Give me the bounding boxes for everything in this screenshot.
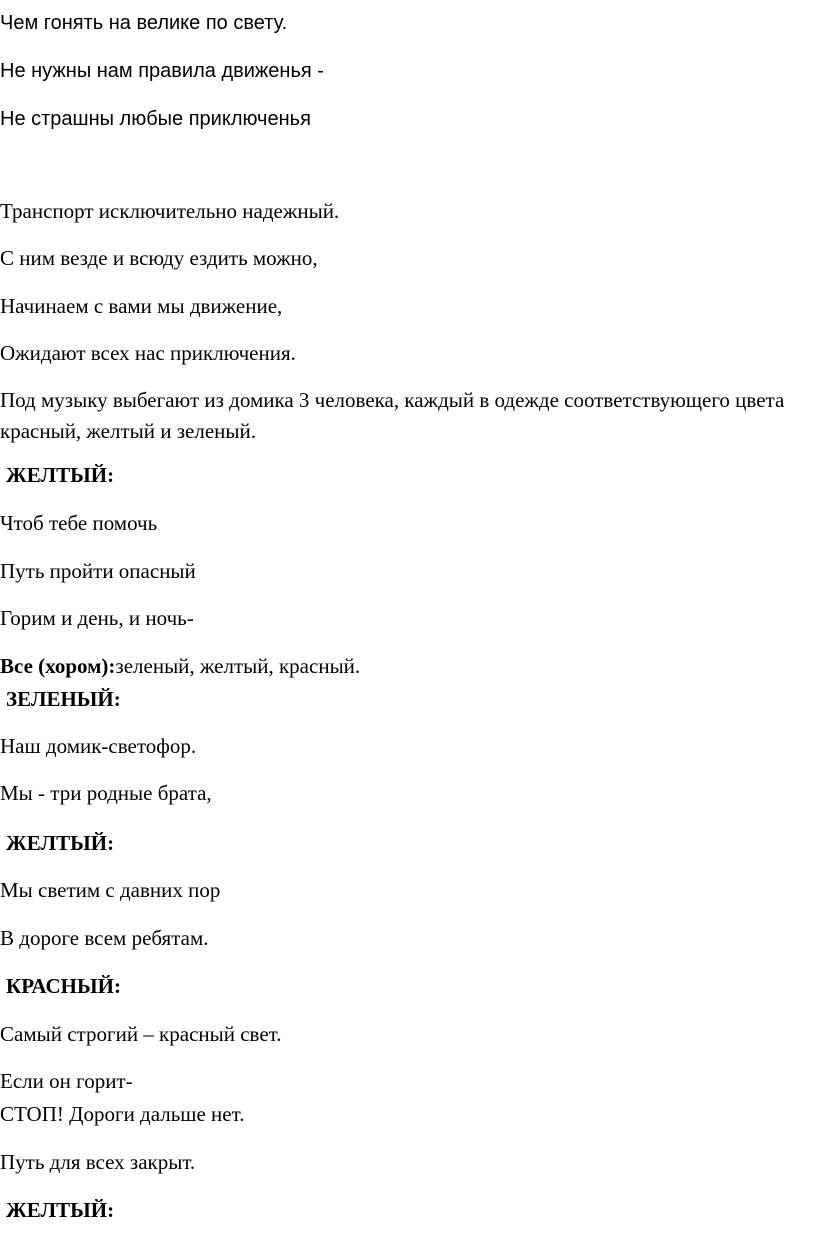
poem-line: СТОП! Дороги дальше нет. bbox=[0, 1102, 245, 1126]
poem-line: Если он горит- bbox=[0, 1069, 133, 1093]
role-heading-yellow: ЖЕЛТЫЙ: bbox=[6, 463, 115, 487]
role-heading-yellow: ЖЕЛТЫЙ: bbox=[6, 831, 115, 855]
poem-line: Путь пройти опасный bbox=[0, 559, 196, 583]
poem-line: Самый строгий – красный свет. bbox=[0, 1022, 282, 1046]
poem-line: Начинаем с вами мы движение, bbox=[0, 294, 283, 318]
poem-line: В дороге всем ребятам. bbox=[0, 926, 209, 950]
stage-direction: Под музыку выбегают из домика 3 человека, каждый в одежде соответствующего цвета красный, желтый и зеленый. bbox=[0, 388, 785, 443]
role-heading-yellow: ЖЕЛТЫЙ: bbox=[6, 1198, 115, 1222]
role-heading-green: ЗЕЛЕНЫЙ: bbox=[6, 687, 121, 711]
poem-line: Мы светим с давних пор bbox=[0, 878, 221, 902]
role-heading-red: КРАСНЫЙ: bbox=[6, 974, 121, 998]
poem-line: Ожидают всех нас приключения. bbox=[0, 341, 296, 365]
poem-line: Горим и день, и ночь- bbox=[0, 606, 194, 630]
poem-line: Чтоб тебе помочь bbox=[0, 511, 158, 535]
poem-line: Транспорт исключительно надежный. bbox=[0, 199, 340, 223]
poem-line: Путь для всех закрыт. bbox=[0, 1150, 196, 1174]
chorus-text: зеленый, желтый, красный. bbox=[115, 654, 361, 678]
poem-line: Не нужны нам правила движенья - bbox=[0, 60, 324, 82]
chorus-line bbox=[0, 653, 360, 679]
poem-line: С ним везде и всюду ездить можно, bbox=[0, 246, 318, 270]
poem-line: Чем гонять на велике по свету. bbox=[0, 12, 288, 34]
poem-line: Мы - три родные брата, bbox=[0, 781, 212, 805]
poem-line: Не страшны любые приключенья bbox=[0, 108, 311, 130]
chorus-label: Все (хором): bbox=[0, 654, 116, 678]
poem-line: Наш домик-светофор. bbox=[0, 734, 197, 758]
